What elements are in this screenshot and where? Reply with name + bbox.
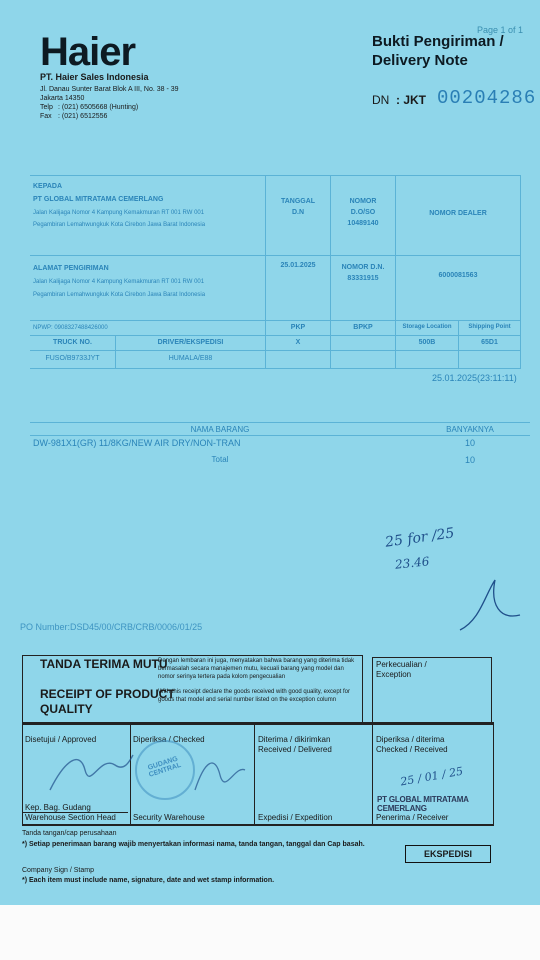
receipt-title-en-1: RECEIPT OF PRODUCT	[40, 687, 175, 701]
delivered-label	[258, 735, 332, 755]
warehouse-head-label	[25, 803, 116, 823]
nomor-label: NOMOR	[349, 198, 377, 205]
fax-value: : (021) 6512556	[58, 113, 108, 120]
dn-prefix: DN	[372, 93, 390, 107]
dealer-header: NOMOR DEALER	[429, 210, 487, 217]
footer-note-en: *) Each item must include name, signature, date and wet stamp information.	[22, 877, 275, 884]
received-label	[376, 735, 448, 755]
fax-line	[40, 112, 179, 121]
item-qty-header: BANYAKNYA	[446, 425, 494, 434]
driver-label: DRIVER/EKSPEDISI	[157, 339, 224, 346]
company-address	[40, 85, 179, 121]
receipt-title-en-2: QUALITY	[40, 702, 93, 716]
pkp-value: X	[295, 339, 301, 346]
receipt-title-en	[40, 687, 175, 717]
tanggal-label: TANGGAL	[280, 198, 316, 205]
consignee-address-1: Jalan Kalijaga Nomor 4 Kampung Kemakmuran RT 001 RW 001	[33, 210, 205, 216]
page-number: Page 1 of 1	[477, 25, 524, 35]
total-qty: 10	[464, 455, 475, 465]
checker-signature	[190, 750, 250, 800]
tanggal-sub: D.N	[291, 209, 305, 216]
shipping-label: Shipping Point	[468, 324, 511, 330]
sign-label-id: Tanda tangan/cap perusahaan	[22, 830, 117, 837]
fax-label: Fax	[40, 113, 52, 120]
ship-address-1: Jalan Kalijaga Nomor 4 Kampung Kemakmuran RT 001 RW 001	[33, 279, 205, 285]
dn-number-cell	[331, 262, 395, 284]
document-title	[372, 32, 504, 70]
item-row-qty: 10	[464, 438, 475, 448]
handwritten-time: 23.46	[394, 554, 430, 572]
consignee-heading: KEPADA	[33, 183, 63, 190]
ship-heading: ALAMAT PENGIRIMAN	[33, 265, 109, 272]
nomor-sub: D.O/SO	[350, 209, 376, 216]
storage-label: Storage Location	[402, 324, 452, 330]
printed-timestamp: 25.01.2025(23:11:11)	[432, 373, 517, 383]
exception-label-2: Exception	[376, 670, 412, 679]
dealer-number: 6000081563	[438, 272, 478, 279]
handwritten-signature-top	[450, 575, 530, 645]
security-label: Security Warehouse	[133, 813, 205, 822]
item-name-header: NAMA BARANG	[190, 425, 250, 434]
checked-label: Diperiksa / Checked	[133, 735, 205, 744]
received-label-2: Checked / Received	[376, 745, 448, 754]
telp-value: : (021) 6505668 (Hunting)	[58, 104, 139, 111]
delivered-label-1: Diterima / dikirimkan	[258, 735, 331, 744]
dn-no-value: 83331915	[347, 275, 379, 282]
expedition-label: Expedisi / Expedition	[258, 813, 333, 822]
scanner-margin	[0, 905, 540, 960]
nomor-header	[331, 196, 395, 229]
driver-value: HUMALA/E88	[168, 355, 213, 362]
address-line: Jakarta 14350	[40, 95, 85, 102]
received-label-1: Diperiksa / diterima	[376, 735, 445, 744]
telp-line	[40, 103, 179, 112]
consignee-name: PT GLOBAL MITRATAMA CEMERLANG	[33, 196, 164, 203]
receiver-date: 25 / 01 / 25	[399, 764, 465, 789]
bpkp-label: BPKP	[353, 324, 373, 331]
receipt-text-id: Dengan lembaran ini juga, menyatakan bahwa barang yang diterima tidak bermasalah secara manajemen mutu, kecuali barang yang model dan nomor serinya tertera pada kolom pengecualian	[158, 658, 355, 680]
dn-no-label: NOMOR D.N.	[341, 264, 385, 271]
dn-number: 00204286	[437, 87, 537, 109]
approved-label: Disetujui / Approved	[25, 735, 97, 744]
delivered-label-2: Received / Delivered	[258, 745, 332, 754]
title-line-id: Bukti Pengiriman /	[372, 33, 504, 50]
telp-label: Telp	[40, 104, 53, 111]
haier-logo: Haier	[40, 30, 136, 74]
exception-label	[376, 660, 427, 680]
title-line-en: Delivery Note	[372, 52, 468, 69]
tanggal-header	[266, 196, 330, 218]
ship-date: 25.01.2025	[280, 262, 316, 269]
nomor-value: 10489140	[347, 220, 379, 227]
address-line: Jl. Danau Sunter Barat Blok A III, No. 38 - 39	[40, 86, 179, 93]
truck-value: FUSO/B9733JYT	[45, 355, 100, 362]
consignee-address-2: Pegambiran Lemahwungkuk Kota Cirebon Jawa Barat Indonesia	[33, 222, 206, 228]
warehouse-stamp-text: GUDANG CENTRAL	[147, 755, 183, 779]
po-number: PO Number:DSD45/00/CRB/CRB/0006/01/25	[20, 622, 203, 632]
dn-location: : JKT	[396, 93, 427, 107]
item-row-name: DW-981X1(GR) 11/8KG/NEW AIR DRY/NON-TRAN	[33, 438, 241, 448]
warehouse-head-label-1: Kep. Bag. Gudang	[25, 803, 91, 812]
receipt-text-en: With this receipt declare the goods received with good quality, except for goods that model and serial number listed on the exception column	[158, 689, 350, 703]
dn-label	[372, 93, 426, 107]
footer-note-id: *) Setiap penerimaan barang wajib menyertakan informasi nama, tanda tangan, tanggal dan Cap basah.	[22, 841, 365, 848]
receipt-title-id: TANDA TERIMA MUTU	[40, 657, 168, 671]
storage-value: 500B	[418, 339, 436, 346]
ship-address-2: Pegambiran Lemahwungkuk Kota Cirebon Jawa Barat Indonesia	[33, 292, 206, 298]
receiver-company-stamp: PT GLOBAL MITRATAMA CEMERLANG	[377, 795, 469, 813]
total-label: Total	[211, 455, 229, 464]
truck-label: TRUCK NO.	[53, 339, 92, 346]
warehouse-head-label-2: Warehouse Section Head	[25, 813, 116, 822]
approver-signature	[45, 740, 135, 800]
ekspedisi-copy-label: EKSPEDISI	[405, 845, 491, 863]
exception-label-1: Perkecualian /	[376, 660, 427, 669]
sign-label-en: Company Sign / Stamp	[22, 867, 94, 874]
handwritten-date: 25 for /25	[384, 525, 456, 551]
shipping-value: 65D1	[481, 339, 498, 346]
pkp-label: PKP	[290, 324, 306, 331]
company-name: PT. Haier Sales Indonesia	[40, 72, 149, 82]
receiver-label: Penerima / Receiver	[376, 813, 449, 822]
npwp: NPWP: 0908327488426000	[33, 325, 108, 331]
